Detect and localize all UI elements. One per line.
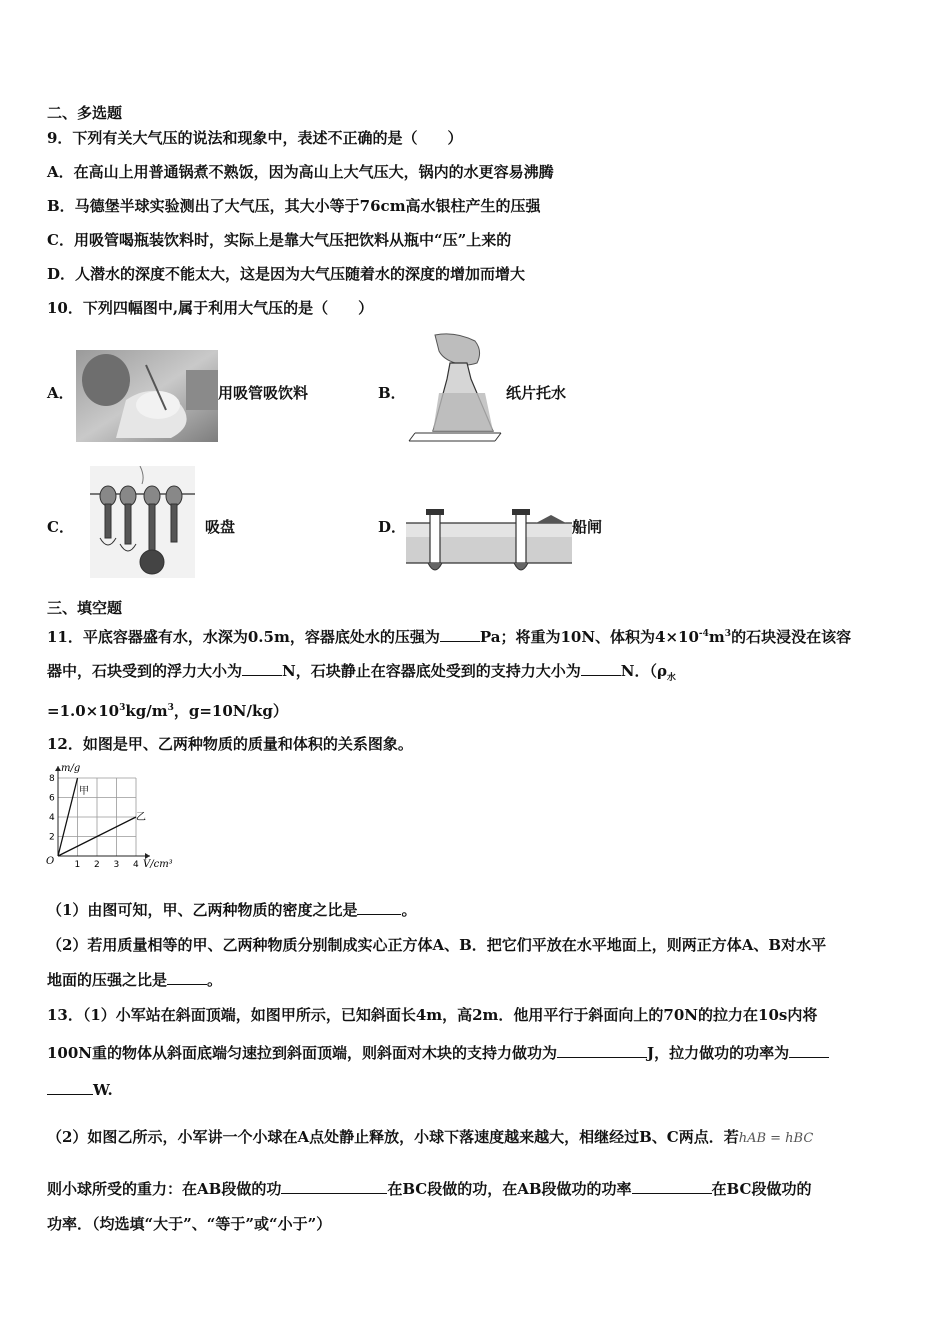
q13-text-3: W. <box>93 1081 113 1099</box>
q10-option-a-caption: 用吸管吸饮料 <box>218 384 309 402</box>
q10-option-d-caption: 船闸 <box>572 518 603 536</box>
q13-line-2 <box>47 1043 829 1063</box>
q13-blank-power-part1[interactable] <box>789 1043 829 1058</box>
q13-text-4: （2）如图乙所示，小军讲一个小球在A点处静止释放，小球下落速度越来越大，相继经过B、C两点．若 <box>47 1128 739 1146</box>
straw-drinking-photo <box>76 350 218 442</box>
y-tick-label: 8 <box>49 774 55 784</box>
x-tick-label: 1 <box>74 860 81 870</box>
q12-stem: 12．如图是甲、乙两种物质的质量和体积的关系图象。 <box>47 735 413 753</box>
q12-sub-1 <box>47 900 416 920</box>
q12-sub-2: （2）若用质量相等的甲、乙两种物质分别制成实心正方体A、B．把它们平放在水平地面上，则两正方体A、B对水平 <box>47 936 827 954</box>
suction-cup-hooks-photo <box>90 466 195 578</box>
q13-formula: hAB = hBC <box>738 1131 814 1146</box>
series-label-jia: 甲 <box>79 786 89 797</box>
q11-text-9: kg/m <box>125 702 168 720</box>
q13-line-1: 13．（1）小军站在斜面顶端，如图甲所示，已知斜面长4m，高2m．他用平行于斜面向上的70N的拉力在10s内将 <box>47 1006 818 1024</box>
q10-option-d-letter: D． <box>378 518 407 536</box>
q11-text-10: ，g=10N/kg） <box>173 702 288 720</box>
q13-line-3 <box>47 1080 113 1100</box>
y-tick-label: 4 <box>49 813 55 823</box>
q12-sub-2-end: 。 <box>207 971 223 989</box>
q13-blank-support-work[interactable] <box>557 1043 647 1058</box>
q11-text-3: m <box>708 628 725 646</box>
chart-y-axis-label: m/g <box>61 763 81 774</box>
x-tick-label: 4 <box>133 860 139 870</box>
q13-line-5 <box>47 1179 811 1199</box>
q13-blank-power-compare[interactable] <box>632 1179 712 1194</box>
q9-stem: 9．下列有关大气压的说法和现象中，表述不正确的是（ ） <box>47 129 463 147</box>
x-tick-label: 2 <box>94 860 100 870</box>
q13-text-2: J，拉力做功的功率为 <box>647 1044 790 1062</box>
q11-exponent-3: 3 <box>119 703 126 713</box>
q11-line-1 <box>47 624 851 647</box>
q12-blank-density-ratio[interactable] <box>357 900 401 915</box>
q13-line-6: 功率．（均选填“大于”、“等于”或“小于”） <box>47 1215 332 1233</box>
q10-option-b-caption: 纸片托水 <box>506 384 567 402</box>
q12-sub-2-text: 地面的压强之比是 <box>47 971 168 989</box>
q11-text-4: 的石块浸没在该容 <box>731 628 852 646</box>
q11-exponent-2: 3 <box>724 629 732 639</box>
chart-origin-label: O <box>46 856 55 867</box>
q11-text-5: 器中，石块受到的浮力大小为 <box>47 662 243 680</box>
q13-text-6: 在BC段做的功，在AB段做功的功率 <box>387 1180 632 1198</box>
q9-option-c: C．用吸管喝瓶装饮料时，实际上是靠大气压把饮料从瓶中“压”上来的 <box>47 231 512 249</box>
q13-blank-power-part2[interactable] <box>47 1080 93 1095</box>
q12-sub-2-cont <box>47 970 222 990</box>
q10-option-a-letter: A． <box>47 384 74 402</box>
q13-blank-work-compare[interactable] <box>281 1179 387 1194</box>
q13-text-7: 在BC段做功的 <box>711 1180 812 1198</box>
series-label-yi: 乙 <box>136 812 146 823</box>
q9-option-b: B．马德堡半球实验测出了大气压，其大小等于76cm高水银柱产生的压强 <box>47 197 541 215</box>
q10-option-b-letter: B． <box>378 384 406 402</box>
y-tick-label: 6 <box>49 793 55 804</box>
q11-blank-buoyancy[interactable] <box>242 661 282 676</box>
q11-rho-subscript: 水 <box>666 673 676 683</box>
q13-text-1: 100N重的物体从斜面底端匀速拉到斜面顶端，则斜面对木块的支持力做功为 <box>47 1044 558 1062</box>
q11-line-3 <box>47 698 288 721</box>
q11-text-7: N．（ρ <box>620 662 667 680</box>
q11-line-2 <box>47 661 676 688</box>
q13-line-4 <box>47 1127 813 1149</box>
q11-exponent-4: 3 <box>167 703 174 713</box>
section-title-fill: 三、填空题 <box>47 599 123 617</box>
q12-sub-1-text: （1）由图可知，甲、乙两种物质的密度之比是 <box>47 901 358 919</box>
q9-option-a: A．在高山上用普通锅煮不熟饭，因为高山上大气压大，锅内的水更容易沸腾 <box>47 163 554 181</box>
q9-option-d: D．人潜水的深度不能太大，这是因为大气压随着水的深度的增加而增大 <box>47 265 526 283</box>
q11-text-6: N，石块静止在容器底处受到的支持力大小为 <box>282 662 581 680</box>
q12-sub-1-end: 。 <box>401 901 417 919</box>
q10-option-c-letter: C． <box>47 518 74 536</box>
chart-grid <box>58 778 136 856</box>
q10-option-c-caption: 吸盘 <box>205 518 236 536</box>
q11-exponent-1: -4 <box>698 629 709 639</box>
q12-blank-pressure-ratio[interactable] <box>167 970 207 985</box>
paper-holding-water-figure <box>405 333 505 443</box>
x-tick-label: 3 <box>113 860 120 870</box>
ship-lock-diagram <box>406 505 572 577</box>
q13-text-5: 则小球所受的重力：在AB段做的功 <box>47 1180 282 1198</box>
mass-volume-chart <box>44 760 178 872</box>
q11-blank-support[interactable] <box>581 661 621 676</box>
q11-blank-pressure[interactable] <box>440 627 480 642</box>
section-title-multi: 二、多选题 <box>47 104 123 122</box>
chart-x-axis-label: V/cm³ <box>143 859 173 870</box>
y-tick-label: 2 <box>49 832 55 843</box>
q11-text-8: =1.0×10 <box>47 702 120 720</box>
q10-stem: 10．下列四幅图中,属于利用大气压的是（ ） <box>47 299 374 317</box>
q11-text-2: Pa；将重为10N、体积为4×10 <box>479 628 699 646</box>
q11-text-1: 11．平底容器盛有水，水深为0.5m，容器底处水的压强为 <box>47 628 440 646</box>
